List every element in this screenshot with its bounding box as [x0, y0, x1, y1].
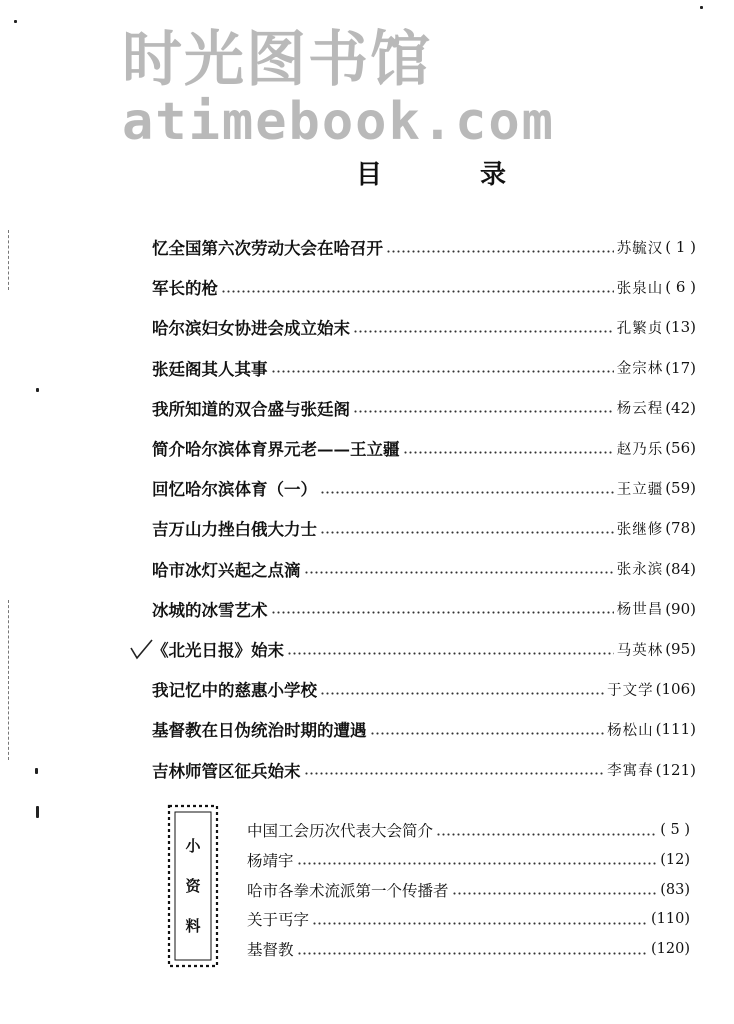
dot-leader — [304, 571, 614, 574]
toc-entry-page: (59) — [665, 479, 696, 498]
toc-entry-author: 苏毓汉 — [616, 240, 664, 257]
toc-entry-page: ( 6 ) — [665, 278, 696, 297]
sidebar-entry-title: 哈市各拳术流派第一个传播者 — [247, 881, 449, 900]
toc-entry-page: (84) — [665, 559, 696, 578]
toc-entry-author: 张泉山 — [616, 280, 664, 297]
toc-entry-page: (42) — [665, 398, 696, 417]
dot-leader — [297, 862, 658, 865]
sidebar-entry-page: (120) — [651, 941, 690, 958]
toc-entry — [152, 757, 696, 783]
sidebar-entry-title: 杨靖宇 — [247, 851, 294, 870]
scan-speck — [700, 6, 703, 9]
dot-leader — [312, 922, 648, 925]
toc-entry — [152, 274, 696, 300]
sidebar-entry-title: 基督教 — [247, 941, 294, 960]
toc-entry-page: (90) — [665, 599, 696, 618]
toc-entry-author: 赵乃乐 — [616, 441, 664, 458]
dot-leader — [353, 330, 614, 333]
scan-speck — [35, 768, 38, 774]
toc-entry-author: 张继修 — [616, 521, 664, 538]
scan-speck — [36, 388, 39, 392]
title-char-mu: 目 — [356, 160, 383, 190]
toc-entry-page: (56) — [665, 439, 696, 457]
sidebar-entry-title: 中国工会历次代表大会简介 — [247, 822, 434, 840]
toc-entry-title: 基督教在日伪统治时期的遭遇 — [152, 721, 367, 741]
toc-entry-title: 我所知道的双合盛与张廷阁 — [152, 399, 350, 419]
sidebar-entry — [247, 878, 690, 902]
toc-entry-title: 吉万山力挫白俄大力士 — [152, 520, 317, 540]
toc-entry-author: 于文学 — [607, 682, 654, 699]
toc-entry-author: 孔繁贞 — [616, 320, 664, 337]
dot-leader — [287, 652, 614, 655]
toc-entry-title: 我记忆中的慈惠小学校 — [152, 681, 317, 701]
toc-entry-page: (13) — [665, 318, 696, 337]
toc-entry-title: 冰城的冰雪艺术 — [152, 600, 268, 620]
watermark-chinese: 时光图书馆 — [122, 25, 432, 95]
sidebar-label-char: 料 — [185, 917, 201, 935]
toc-entry — [152, 355, 696, 381]
toc-entry — [152, 435, 696, 461]
toc-entry-page: (106) — [655, 680, 696, 699]
toc-entry — [152, 314, 696, 340]
toc-entry-title: 吉林师管区征兵始末 — [152, 761, 301, 781]
scan-speck — [14, 20, 17, 23]
toc-entry — [152, 716, 696, 742]
sidebar-entry-page: (12) — [660, 851, 690, 868]
toc-entry-author: 杨云程 — [616, 401, 664, 418]
dot-leader — [304, 772, 605, 775]
toc-entry-author: 王立疆 — [616, 481, 664, 498]
page-title — [340, 150, 540, 190]
dot-leader — [320, 692, 604, 695]
sidebar-label-char: 资 — [185, 877, 201, 895]
title-char-lu: 录 — [480, 160, 507, 190]
sidebar-entry — [247, 848, 690, 872]
dot-leader — [353, 410, 614, 413]
dot-leader — [221, 290, 614, 293]
dot-leader — [403, 451, 614, 454]
toc-entry — [152, 596, 696, 622]
toc-entry-title: 军长的枪 — [152, 279, 218, 299]
toc-entry-title: 回忆哈尔滨体育（一） — [152, 480, 317, 500]
dot-leader — [452, 892, 658, 895]
dot-leader — [297, 952, 648, 955]
toc-entry-title: 哈市冰灯兴起之点滴 — [152, 560, 301, 580]
toc-entry-author: 金宗林 — [616, 361, 664, 378]
toc-entry-author: 张永滨 — [616, 562, 664, 579]
toc-entry — [152, 636, 696, 662]
toc-entry-title: 张廷阁其人其事 — [152, 359, 268, 379]
sidebar-entry — [247, 907, 690, 931]
dot-leader — [271, 370, 614, 373]
dot-leader — [386, 250, 614, 253]
dot-leader — [320, 491, 614, 494]
toc-entry — [152, 475, 696, 501]
toc-entry — [152, 515, 696, 541]
toc-entry — [152, 395, 696, 421]
dot-leader — [436, 833, 657, 836]
dot-leader — [320, 531, 614, 534]
toc-entry-page: (17) — [665, 358, 696, 377]
toc-entry-author: 杨世昌 — [616, 602, 664, 619]
toc-entry-page: (95) — [665, 640, 696, 658]
watermark-url: atimebook.com — [122, 92, 555, 152]
toc-entry-page: (121) — [655, 760, 696, 779]
sidebar-entry-page: (110) — [651, 911, 690, 928]
sidebar-label-char: 小 — [185, 837, 201, 855]
sidebar-entry-page: ( 5 ) — [660, 822, 690, 838]
toc-entry-author: 杨松山 — [607, 722, 654, 739]
toc-entry-title: 《北光日报》始末 — [152, 641, 284, 660]
toc-entry-page: (78) — [665, 519, 696, 538]
sidebar-label-box — [163, 800, 223, 972]
toc-entry — [152, 676, 696, 702]
handwritten-check-mark — [128, 636, 154, 662]
sidebar-entry-title: 关于丐字 — [247, 911, 310, 930]
toc-entry-page: (111) — [655, 720, 696, 739]
binding-edge-mark — [8, 230, 10, 290]
binding-edge-mark — [8, 600, 10, 760]
scan-speck — [36, 806, 39, 818]
toc-entry-title: 忆全国第六次劳动大会在哈召开 — [152, 239, 383, 258]
toc-entry-page: ( 1 ) — [665, 238, 696, 256]
sidebar-label — [163, 800, 223, 972]
toc-entry-title: 哈尔滨妇女协进会成立始末 — [152, 319, 350, 339]
dot-leader — [370, 732, 605, 735]
toc-entry — [152, 556, 696, 582]
toc-entry — [152, 234, 696, 260]
sidebar-entry-page: (83) — [660, 881, 690, 898]
dot-leader — [271, 611, 614, 614]
toc-entry-title: 简介哈尔滨体育界元老——王立疆 — [152, 440, 400, 459]
sidebar-entry — [247, 937, 690, 961]
sidebar-entry — [247, 818, 690, 842]
toc-entry-author: 马英林 — [616, 642, 664, 659]
toc-entry-author: 李寓春 — [607, 763, 654, 780]
